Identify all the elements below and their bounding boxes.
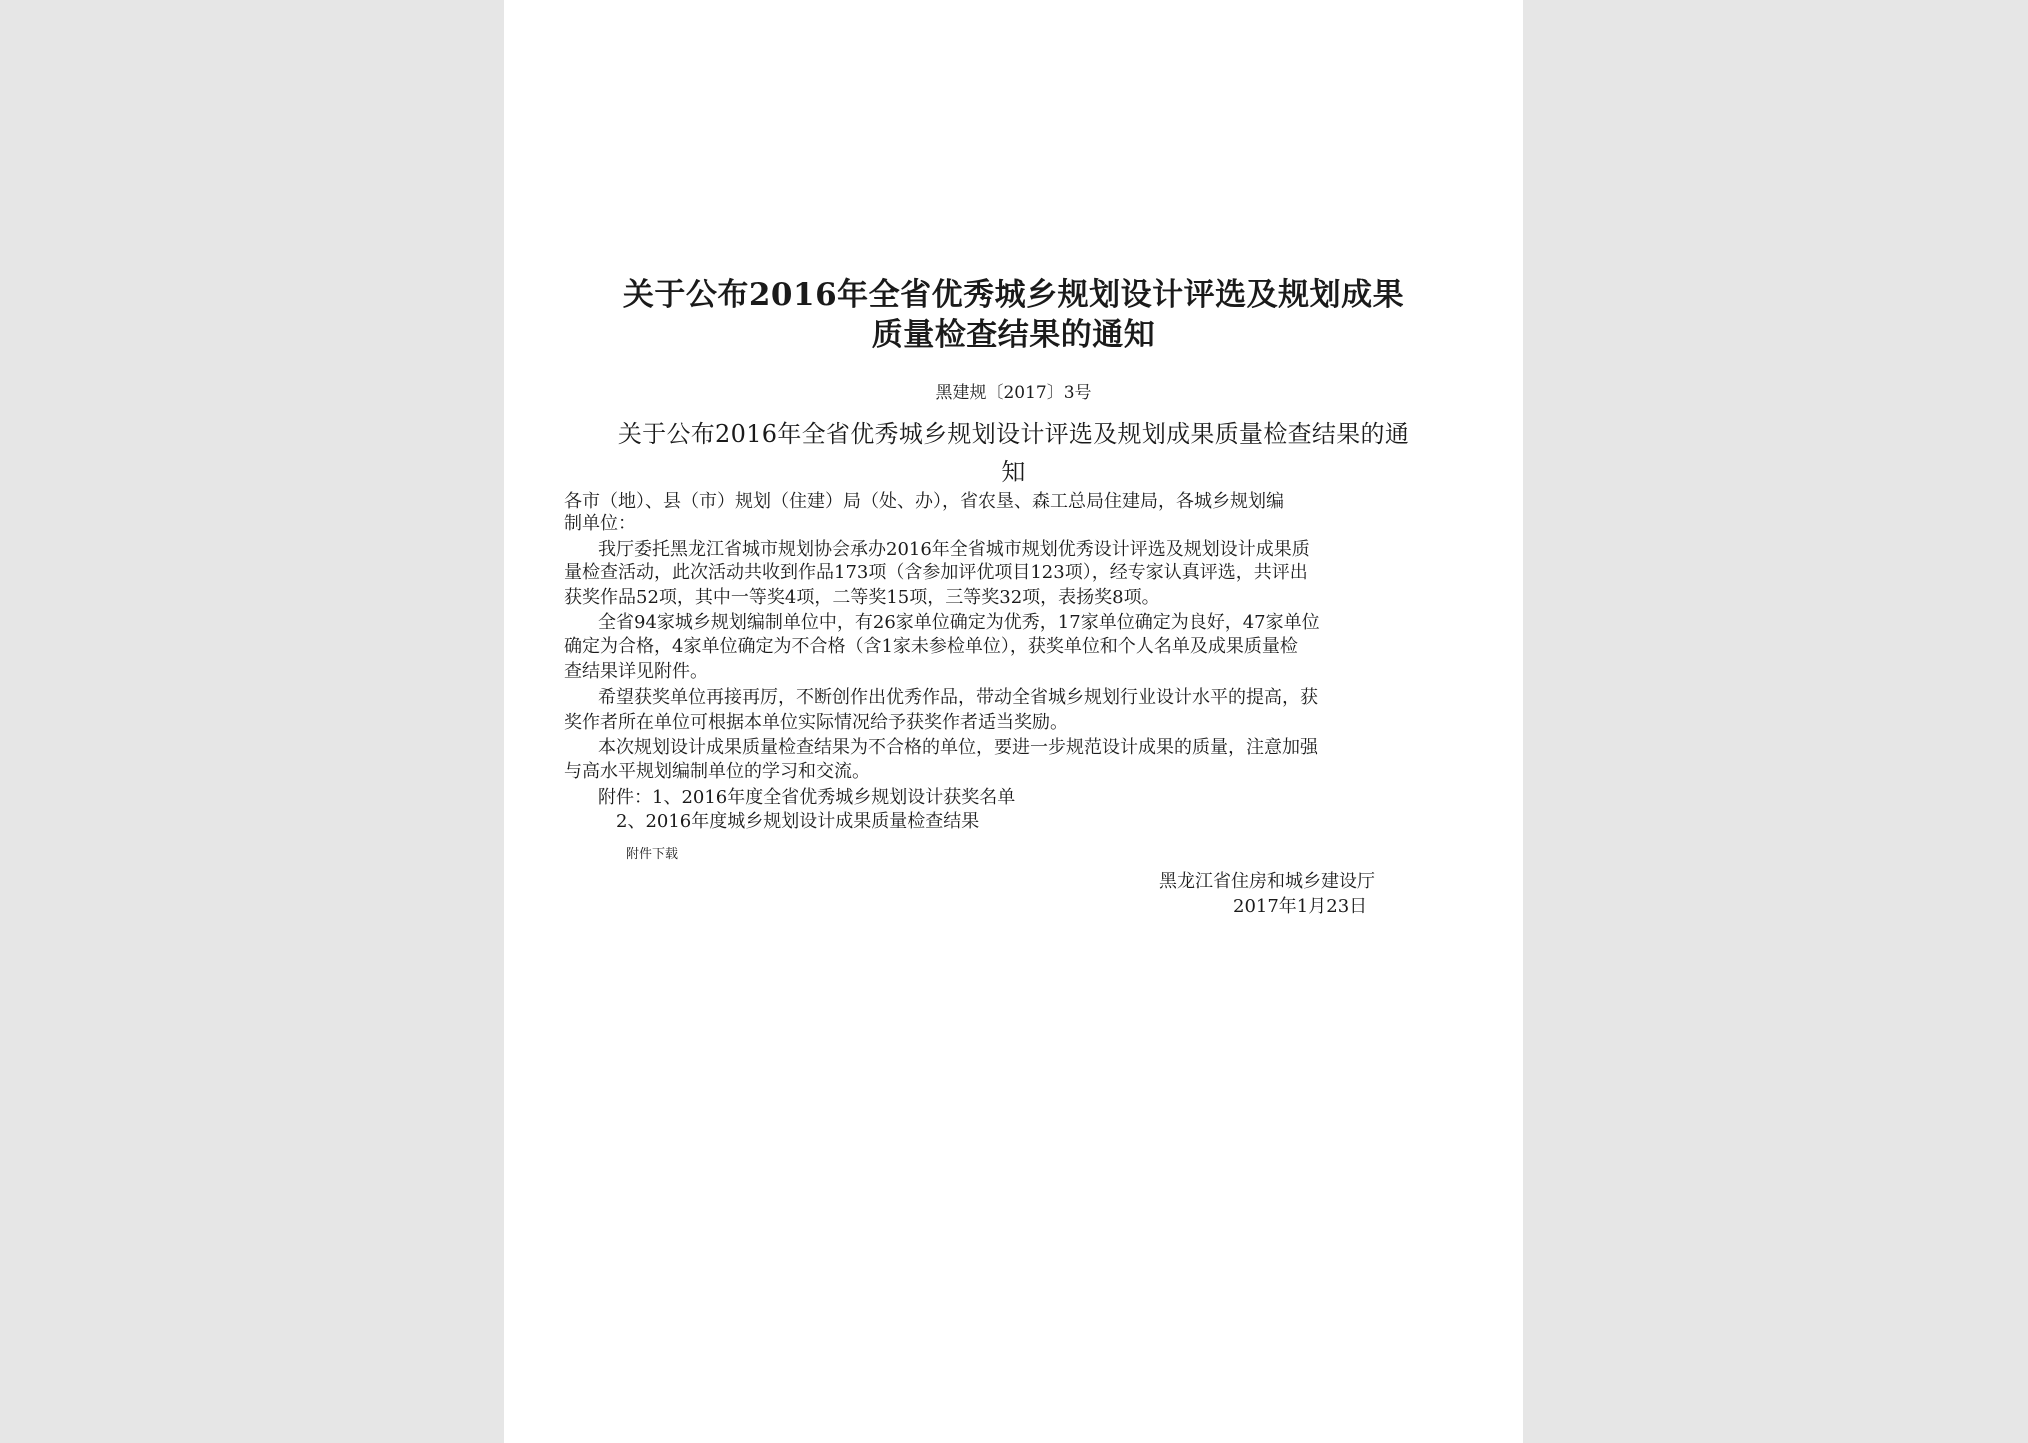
attachment-item-1: 附件：1、2016年度全省优秀城乡规划设计获奖名单 (598, 787, 1016, 808)
document-title-line-2: 质量检查结果的通知 (871, 317, 1156, 353)
document-number: 黑建规〔2017〕3号 (935, 383, 1092, 403)
notice-title-line-2: 知 (1001, 458, 1026, 486)
attachment-item-2: 2、2016年度城乡规划设计成果质量检查结果 (616, 811, 980, 832)
notice-title-line-1: 关于公布2016年全省优秀城乡规划设计评选及规划成果质量检查结果的通 (617, 420, 1410, 448)
paragraph-2-line-2: 确定为合格，4家单位确定为不合格（含1家未参检单位），获奖单位和个人名单及成果质量检 (564, 636, 1298, 657)
addressee-line-1: 各市（地）、县（市）规划（住建）局（处、办），省农垦、森工总局住建局，各城乡规划编 (564, 491, 1284, 512)
paragraph-1-line-2: 量检查活动，此次活动共收到作品173项（含参加评优项目123项），经专家认真评选，共评出 (564, 562, 1308, 583)
paragraph-2-line-3: 查结果详见附件。 (564, 661, 708, 682)
paragraph-1-line-3: 获奖作品52项，其中一等奖4项，二等奖15项，三等奖32项，表扬奖8项。 (564, 587, 1160, 608)
attachment-download-link[interactable]: 附件下载 (626, 847, 679, 862)
paragraph-1-line-1: 我厅委托黑龙江省城市规划协会承办2016年全省城市规划优秀设计评选及规划设计成果质 (598, 539, 1310, 560)
signature-organization: 黑龙江省住房和城乡建设厅 (1159, 871, 1375, 892)
signature-date: 2017年1月23日 (1233, 896, 1368, 917)
paragraph-3-line-2: 奖作者所在单位可根据本单位实际情况给予获奖作者适当奖励。 (564, 712, 1068, 733)
paragraph-4-line-1: 本次规划设计成果质量检查结果为不合格的单位，要进一步规范设计成果的质量，注意加强 (598, 737, 1318, 758)
addressee-line-2: 制单位： (564, 513, 636, 534)
document-title-line-1: 关于公布2016年全省优秀城乡规划设计评选及规划成果 (622, 277, 1405, 313)
document-page (504, 0, 1523, 1443)
paragraph-4-line-2: 与高水平规划编制单位的学习和交流。 (564, 761, 870, 782)
paragraph-2-line-1: 全省94家城乡规划编制单位中，有26家单位确定为优秀，17家单位确定为良好，47家单位 (598, 612, 1320, 633)
paragraph-3-line-1: 希望获奖单位再接再厉，不断创作出优秀作品，带动全省城乡规划行业设计水平的提高，获 (598, 687, 1318, 708)
